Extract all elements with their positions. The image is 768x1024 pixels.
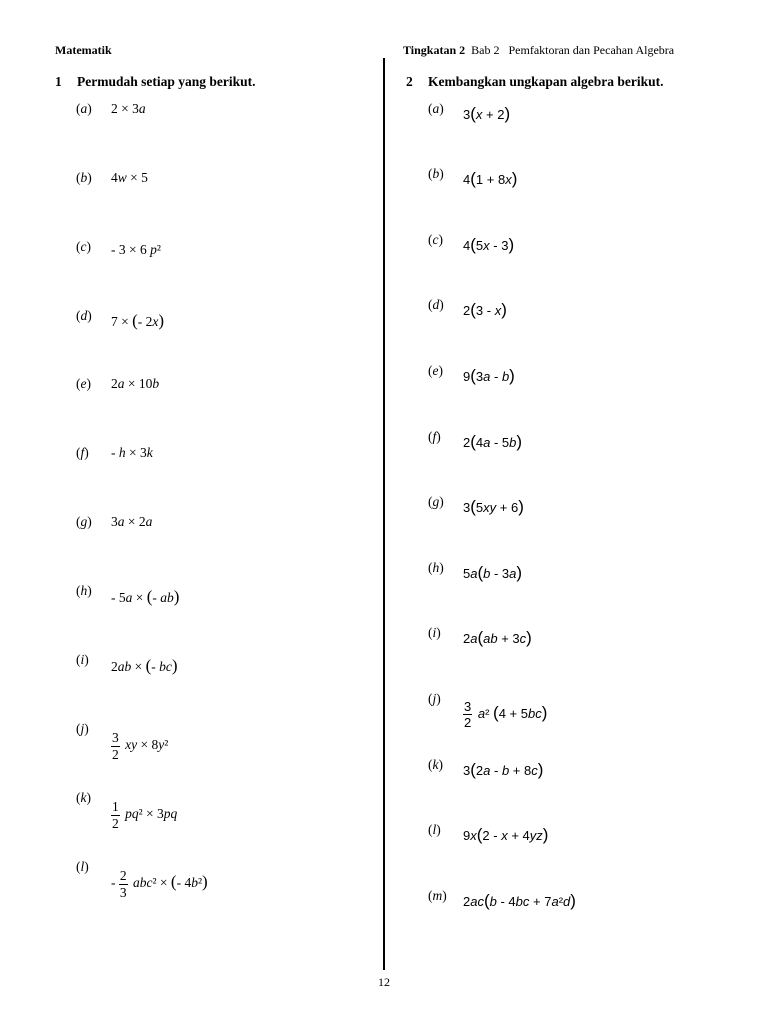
- question-2-instruction: Kembangkan ungkapan algebra berikut.: [428, 74, 664, 89]
- expression: 4w × 5: [111, 170, 148, 185]
- part-label: ( k ): [76, 790, 106, 806]
- part-label: ( m ): [428, 888, 458, 904]
- part-label: ( e ): [428, 363, 458, 379]
- chapter-label: Bab 2: [471, 43, 500, 57]
- expression: $\frac{3}{2}$ xy × 8y²: [112, 730, 169, 762]
- expression: - $\frac{2}{3}$ abc² × (- 4b²): [111, 868, 208, 900]
- part-label: ( d ): [428, 297, 458, 313]
- expression: 3(5xy + 6): [463, 497, 524, 516]
- expression: 2ac(b - 4bc + 7a²d): [463, 891, 576, 910]
- expression: 5a(b - 3a): [463, 563, 523, 582]
- part-label: ( i ): [428, 625, 458, 641]
- expression: 7 × (- 2x): [111, 311, 165, 330]
- expression: 2a × 10b: [111, 376, 160, 391]
- expression: - h × 3k: [111, 445, 153, 460]
- expression: $\frac{1}{2}$ pq² × 3pq: [112, 799, 178, 831]
- part-label: ( e ): [76, 376, 106, 392]
- expression: 2a(ab + 3c): [463, 628, 532, 647]
- expression: $\frac{3}{2}$ a² (4 + 5bc): [464, 699, 548, 730]
- expression: 2 × 3a: [111, 101, 146, 116]
- part-label: ( h ): [76, 583, 106, 599]
- expression: 2ab × (- bc): [111, 656, 178, 675]
- form-label: Tingkatan 2: [403, 43, 466, 57]
- part-label: ( k ): [428, 757, 458, 773]
- question-2-number: 2: [406, 74, 413, 89]
- part-label: ( a ): [428, 101, 458, 117]
- part-label: ( j ): [428, 691, 458, 707]
- part-label: ( l ): [76, 859, 106, 875]
- part-label: ( b ): [76, 170, 106, 186]
- part-label: ( g ): [428, 494, 458, 510]
- expression: 9(3a - b): [463, 366, 515, 385]
- part-label: ( c ): [76, 239, 106, 255]
- part-label: ( j ): [76, 721, 106, 737]
- question-1-heading: [55, 74, 256, 90]
- expression: 2(4a - 5b): [463, 432, 523, 451]
- expression: 3(x + 2): [463, 104, 511, 123]
- expression: - 3 × 6 p²: [111, 242, 161, 257]
- expression: 2(3 - x): [463, 300, 507, 319]
- expression: 4(1 + 8x): [463, 169, 518, 188]
- expression: 4(5x - 3): [463, 235, 515, 254]
- part-label: ( a ): [76, 101, 106, 117]
- chapter-header: [403, 43, 674, 58]
- part-label: ( g ): [76, 514, 106, 530]
- part-label: ( d ): [76, 308, 106, 324]
- part-label: ( b ): [428, 166, 458, 182]
- column-divider: [383, 58, 385, 970]
- chapter-title: Pemfaktoran dan Pecahan Algebra: [508, 43, 675, 57]
- part-label: ( i ): [76, 652, 106, 668]
- question-1-number: 1: [55, 74, 62, 89]
- expression: 3(2a - b + 8c): [463, 760, 544, 779]
- expression: 9x(2 - x + 4yz): [463, 825, 549, 844]
- question-2-heading: [406, 74, 664, 90]
- part-label: ( f ): [428, 429, 458, 445]
- expression: 3a × 2a: [111, 514, 153, 529]
- subject-header: Matematik: [55, 43, 112, 57]
- question-1-instruction: Permudah setiap yang berikut.: [77, 74, 256, 89]
- part-label: ( c ): [428, 232, 458, 248]
- expression: - 5a × (- ab): [111, 587, 180, 606]
- part-label: ( h ): [428, 560, 458, 576]
- page-number: 12: [378, 975, 390, 989]
- part-label: ( l ): [428, 822, 458, 838]
- part-label: ( f ): [76, 445, 106, 461]
